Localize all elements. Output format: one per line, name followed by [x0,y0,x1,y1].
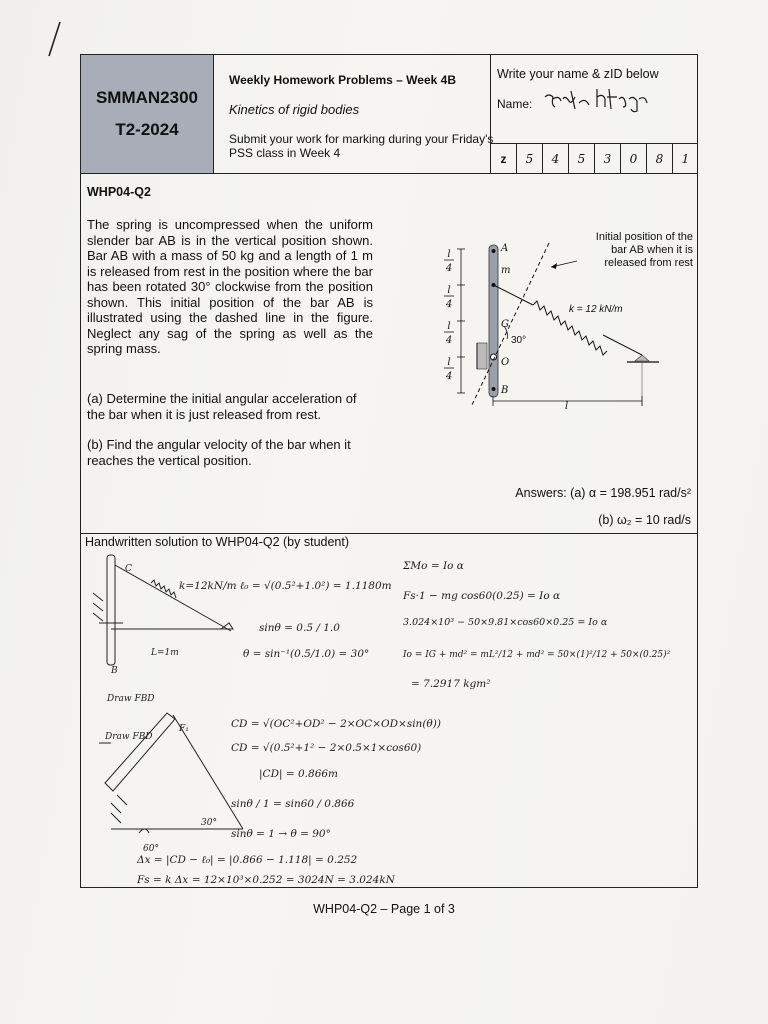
handwritten-line: θ = sin⁻¹(0.5/1.0) = 30° [243,648,370,660]
problem-figure [437,231,693,421]
part-a-label: (a) [87,391,103,406]
handwritten-line: ΣMo = Io α [403,560,464,572]
question-id: WHP04-Q2 [87,185,151,199]
homework-topic: Kinetics of rigid bodies [229,102,360,117]
solution-section [81,533,697,887]
svg-text:l: l [447,357,451,368]
svg-text:l: l [447,249,451,260]
solution-title: Handwritten solution to WHP04-Q2 (by student) [85,535,350,549]
zid-digit: 4 [543,144,569,174]
angle-label: 30° [511,335,527,346]
svg-text:l: l [447,285,451,296]
submission-note: Submit your work for marking during your Friday's PSS class in Week 4 [229,132,494,160]
svg-text:4: 4 [445,371,453,382]
name-label: Name: [497,97,533,111]
handwritten-line: sinθ = 0.5 / 1.0 [259,622,340,634]
handwritten-line: CD = √(OC²+OD² − 2×OC×OD×sin(θ)) [231,718,441,730]
handwritten-line: k=12kN/m ℓ₀ = √(0.5²+1.0²) = 1.1180m [179,580,392,592]
course-term: T2-2024 [115,120,179,139]
handwritten-signature [541,83,651,113]
label-b: B [501,385,509,396]
spring-constant-label: k = 12 kN/m [569,304,623,315]
pen-mark [44,20,64,58]
label-m: m [501,265,511,276]
zid-digit: z [491,144,517,174]
svg-text:Draw FBD: Draw FBD [105,732,153,742]
homework-info [229,73,494,160]
answer-b: (b) ω₂ = 10 rad/s [598,513,691,527]
svg-text:30°: 30° [201,818,217,828]
svg-text:L=1m: L=1m [151,648,179,658]
fbd-sketch [99,713,243,833]
name-prompt: Write your name & zID below [497,67,659,81]
homework-title: Weekly Homework Problems – Week 4B [229,73,456,87]
svg-text:l: l [447,321,451,332]
label-a: A [501,243,509,254]
label-o: O [501,357,510,368]
answer-a: Answers: (a) α = 198.951 rad/s² [515,486,691,500]
initial-position-note: Initial position of the bar AB when it is released from rest [595,231,693,269]
quarter-label-4 [444,357,454,382]
label-g: G [501,319,509,330]
zid-digit: 5 [517,144,543,174]
zid-digit: 5 [569,144,595,174]
zid-digit: 1 [681,152,690,166]
zid-digit: 8 [647,144,673,174]
quarter-label-1 [444,249,454,274]
zid-boxes [491,143,698,174]
quarter-label-3 [444,321,454,346]
zid-digit: 0 [621,144,647,174]
handwritten-line: sinθ / 1 = sin60 / 0.866 [231,798,355,810]
handwritten-line: 3.024×10³ − 50×9.81×cos60×0.25 = Io α [403,617,608,628]
part-b [87,437,373,468]
course-code: SMMAN2300 [95,88,199,107]
label-l: l [565,401,569,412]
handwritten-line: |CD| = 0.866m [259,768,339,780]
name-box [490,55,698,173]
handwritten-line: CD = √(0.5²+1² − 2×0.5×1×cos60) [231,742,422,754]
part-a [87,391,373,422]
svg-text:F₁: F₁ [179,724,189,734]
svg-text:C: C [125,564,132,574]
page-footer: WHP04-Q2 – Page 1 of 3 [313,902,455,916]
quarter-label-2 [444,285,454,310]
svg-text:4: 4 [445,299,453,310]
handwritten-line: Δx = |CD − ℓ₀| = |0.866 − 1.118| = 0.252 [137,854,358,866]
part-b-label: (b) [87,437,103,452]
part-b-text: Find the angular velocity of the bar when it reaches the vertical position. [87,437,351,468]
handwritten-line: Fs·1 − mg cos60(0.25) = Io α [403,590,561,602]
bar-ab [489,245,498,397]
svg-text:4: 4 [445,263,453,274]
svg-text:B: B [111,666,118,676]
part-a-text: Determine the initial angular acceleration of the bar when it is just released from rest. [87,391,357,422]
handwritten-line: Draw FBD [107,694,155,704]
svg-text:4: 4 [445,335,453,346]
header [81,55,697,174]
handwritten-line: Fs = k Δx = 12×10³×0.252 = 3024N = 3.024kN [137,874,395,886]
handwritten-work [81,533,697,887]
homework-sheet [80,54,698,888]
zid-digit: 3 [595,144,621,174]
handwritten-line: Io = IG + md² = mL²/12 + md² = 50×(1)²/12 + 50×(0.25)² [403,650,671,660]
handwritten-line: sinθ = 1 → θ = 90° [231,828,331,840]
handwritten-line: = 7.2917 kgm² [411,678,491,690]
course-box [81,55,214,173]
question-section [81,173,697,534]
svg-text:60°: 60° [143,844,159,854]
question-statement: The spring is uncompressed when the uniform slender bar AB is in the vertical position shown. Bar AB with a mass of 50 kg and a length of 1 m is released from rest in the position where the bar has been rotated 30° clockwise from the position shown. This initial position of the bar AB is illustrated using the dashed line in the figure. Neglect any sag of the spring as well as the spring mass. [87,217,373,356]
